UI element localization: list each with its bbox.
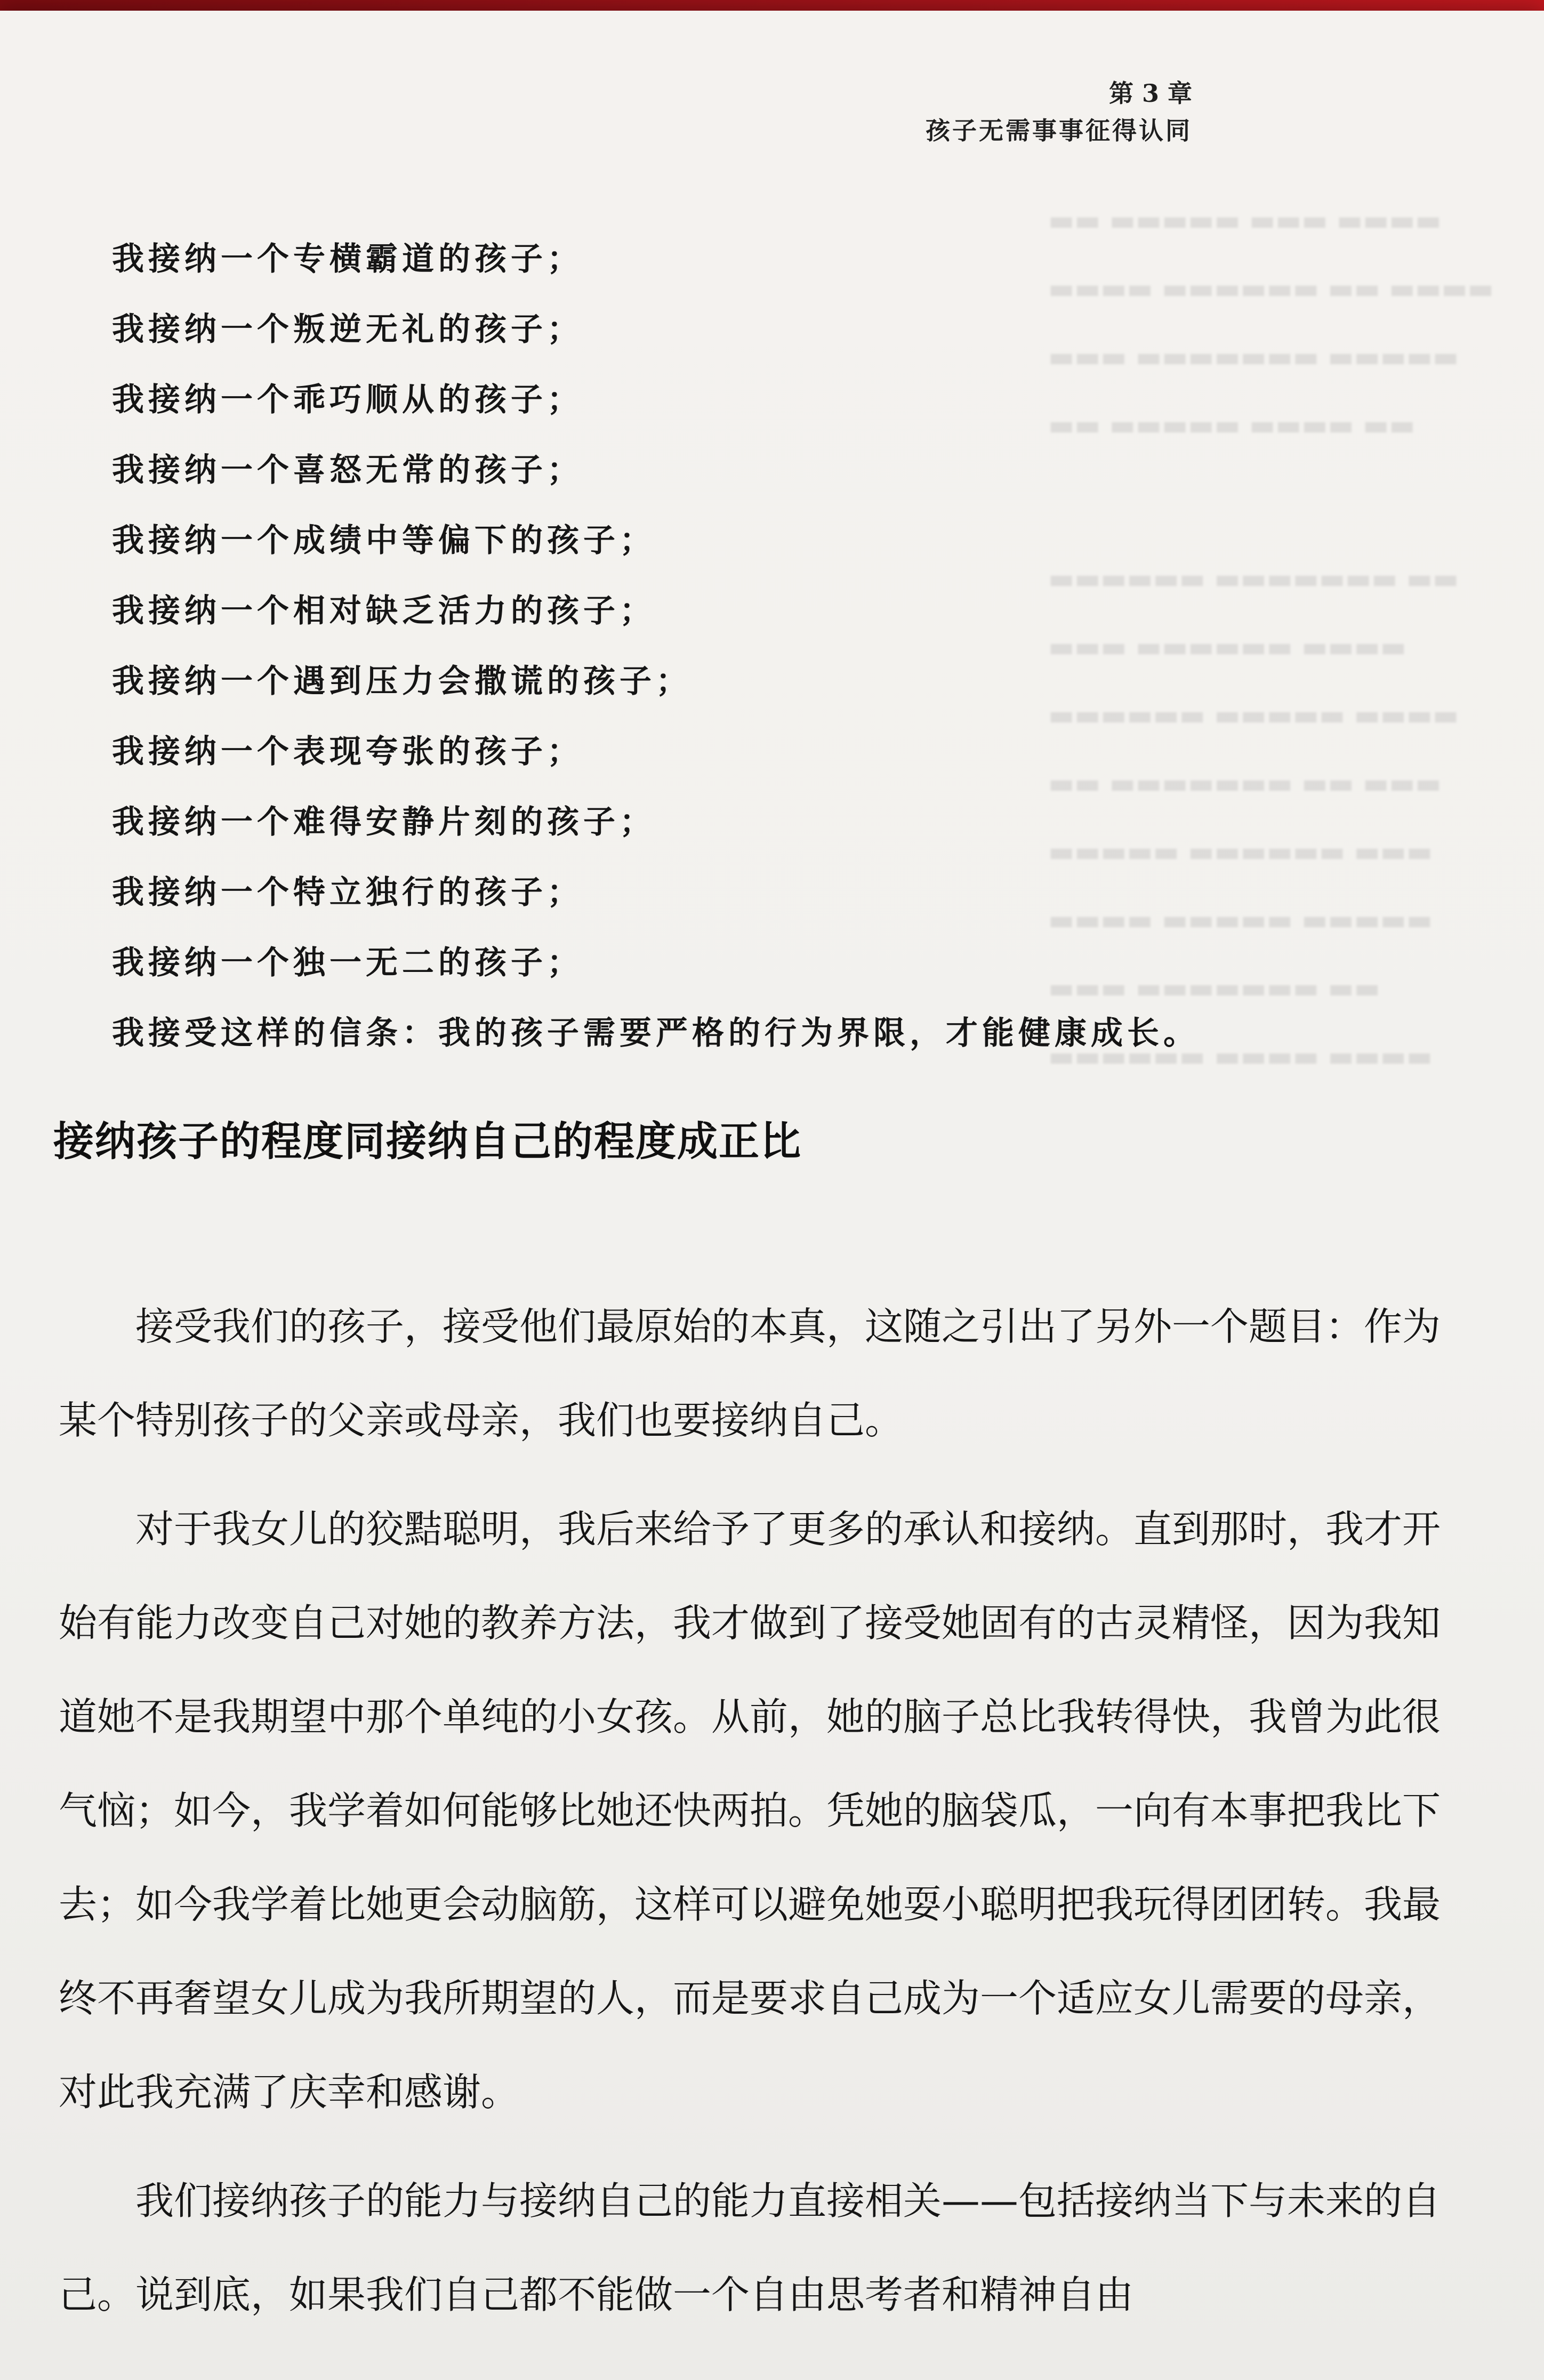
affirmation-list xyxy=(112,224,1434,1068)
affirmation-item: 我接纳一个乖巧顺从的孩子； xyxy=(112,381,583,419)
affirmation-item: 我接纳一个相对缺乏活力的孩子； xyxy=(112,592,656,630)
affirmation-item: 我接纳一个喜怒无常的孩子； xyxy=(112,452,583,489)
body-paragraph: 对于我女儿的狡黠聪明，我后来给予了更多的承认和接纳。直到那时，我才开始有能力改变自己对她的教养方法，我才做到了接受她固有的古灵精怪，因为我知道她不是我期望中那个单纯的小女孩。从前，她的脑子总比我转得快，我曾为此很气恼；如今，我学着如何能够比她还快两拍。凭她的脑袋瓜，一向有本事把我比下去；如今我学着比她更会动脑筋，这样可以避免她耍小聪明把我玩得团团转。我最终不再奢望女儿成为我所期望的人，而是要求自己成为一个适应女儿需要的母亲，对此我充满了庆幸和感谢。 xyxy=(59,1507,1441,2114)
affirmation-item: 我接纳一个叛逆无礼的孩子； xyxy=(112,311,583,348)
affirmation-item: 我接纳一个特立独行的孩子； xyxy=(112,874,583,911)
chapter-number: 第 3 章 xyxy=(1108,79,1192,108)
affirmation-item: 我接纳一个遇到压力会撒谎的孩子； xyxy=(112,663,692,700)
affirmation-item: 我接纳一个表现夸张的孩子； xyxy=(112,733,583,770)
affirmation-item: 我接受这样的信条：我的孩子需要严格的行为界限，才能健康成长。 xyxy=(112,1015,1200,1052)
body-paragraph: 接受我们的孩子，接受他们最原始的本真，这随之引出了另外一个题目：作为某个特别孩子的父亲或母亲，我们也要接纳自己。 xyxy=(59,1304,1441,1443)
book-page xyxy=(0,11,1544,2380)
section-heading: 接纳孩子的程度同接纳自己的程度成正比 xyxy=(53,1117,802,1165)
affirmation-item: 我接纳一个难得安静片刻的孩子； xyxy=(112,803,656,841)
running-header xyxy=(926,75,1192,149)
chapter-title: 孩子无需事事征得认同 xyxy=(926,116,1192,145)
affirmation-item: 我接纳一个专横霸道的孩子； xyxy=(112,240,583,278)
show-through-text: ▬▬ ▬▬▬▬▬ ▬▬▬ ▬▬▬▬ ▬▬▬▬ ▬▬▬▬▬▬ ▬▬ ▬▬▬▬ ▬▬▬ ▬▬▬▬▬▬▬ ▬▬▬▬▬ ▬▬ ▬▬▬▬▬ ▬▬▬▬ ▬▬ ▬▬▬▬▬▬ ▬▬▬▬▬▬▬ ▬▬ ▬▬▬ ▬▬▬▬▬▬ ▬▬▬▬ ▬▬▬▬▬▬ ▬▬▬▬▬ ▬▬▬▬ ▬▬ ▬▬▬▬▬▬▬ ▬▬ ▬▬▬ ▬▬▬▬▬ ▬▬▬▬▬▬ ▬▬▬ ▬▬▬▬ ▬▬▬▬▬ ▬▬▬▬▬ ▬▬▬ ▬▬▬▬▬▬▬ ▬▬ ▬▬▬▬▬▬ ▬▬▬▬ ▬▬▬▬ xyxy=(1048,205,1494,1073)
affirmation-item: 我接纳一个成绩中等偏下的孩子； xyxy=(112,522,656,559)
affirmation-item: 我接纳一个独一无二的孩子； xyxy=(112,944,583,982)
section-body xyxy=(59,1280,1471,2357)
body-paragraph: 我们接纳孩子的能力与接纳自己的能力直接相关——包括接纳当下与未来的自己。说到底，如果我们自己都不能做一个自由思考者和精神自由 xyxy=(59,2178,1441,2317)
